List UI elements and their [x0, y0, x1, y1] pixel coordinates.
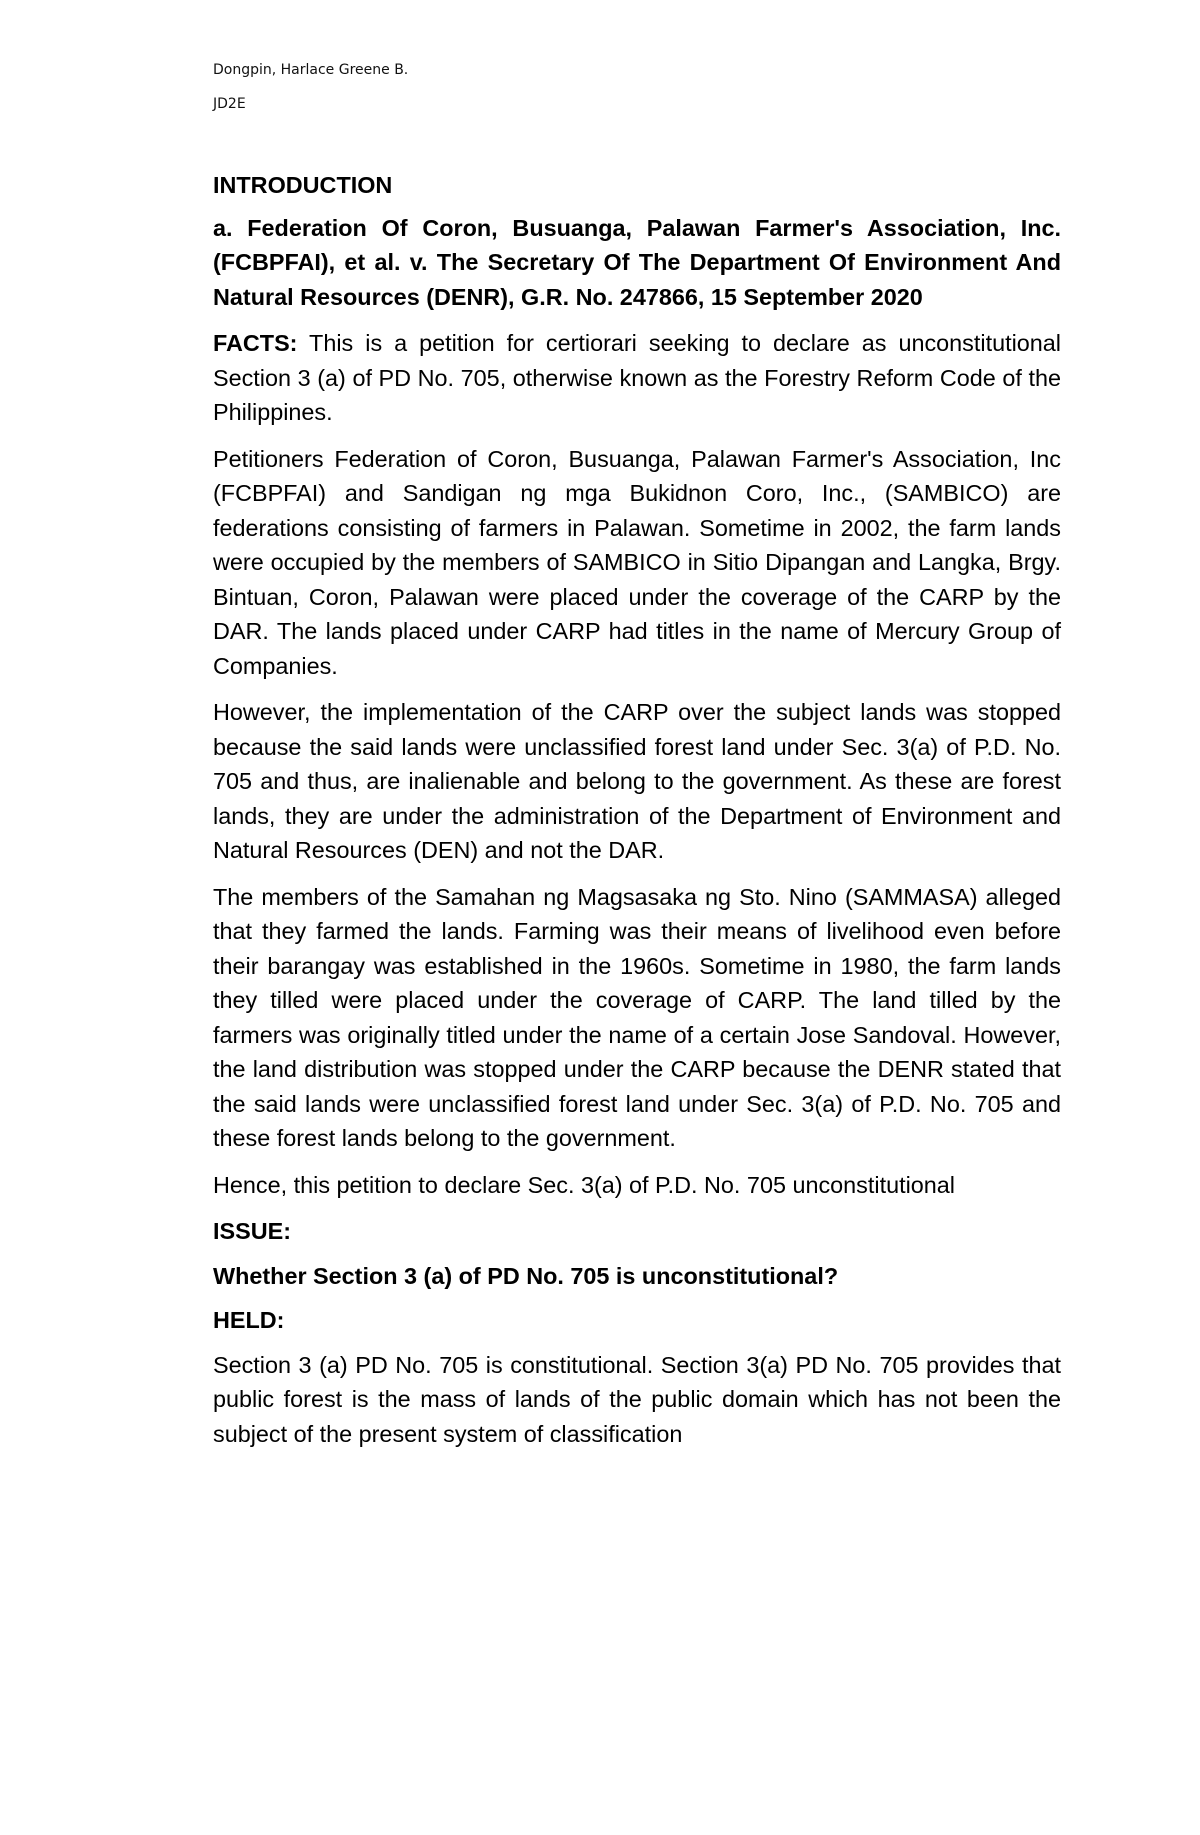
class-section: JD2E — [213, 96, 246, 112]
sammasa-paragraph: The members of the Samahan ng Magsasaka ng Sto. Nino (SAMMASA) alleged that they farmed the lands. Farming was their means of livelihood even before their barangay was established in the 1960s. Sometime in 1980, the farm lands they tilled were placed under the coverage of CARP. The land tilled by the farmers was originally titled under the name of a certain Jose Sandoval. However, the land distribution was stopped under the CARP because the DENR stated that the said lands were unclassified forest land under Sec. 3(a) of P.D. No. 705 and these forest lands belong to the government. — [213, 883, 1061, 1151]
issue-label: ISSUE: — [213, 1218, 291, 1244]
document-body — [213, 168, 1061, 1463]
held-paragraph: Section 3 (a) PD No. 705 is constitutional. Section 3(a) PD No. 705 provides that public forest is the mass of lands of the public domain which has not been the subject of the present system of classification — [213, 1351, 1061, 1447]
hence-paragraph: Hence, this petition to declare Sec. 3(a) of P.D. No. 705 unconstitutional — [213, 1171, 956, 1198]
implementation-paragraph: However, the implementation of the CARP over the subject lands was stopped because the said lands were unclassified forest land under Sec. 3(a) of P.D. No. 705 and thus, are inalienable and belong to the government. As these are forest lands, they are under the administration of the Department of Environment and Natural Resources (DEN) and not the DAR. — [213, 699, 1061, 863]
petitioners-paragraph: Petitioners Federation of Coron, Busuanga, Palawan Farmer's Association, Inc (FCBPFAI) and Sandigan ng mga Bukidnon Coro, Inc., (SAMBICO) are federations consisting of farmers in Palawan. Sometime in 2002, the farm lands were occupied by the members of SAMBICO in Sitio Dipangan and Langka, Brgy. Bintuan, Coron, Palawan were placed under the coverage of the CARP by the DAR. The lands placed under CARP had titles in the name of Mercury Group of Companies. — [213, 445, 1061, 679]
section-heading: INTRODUCTION — [213, 172, 393, 198]
held-label: HELD: — [213, 1307, 285, 1333]
facts-text: This is a petition for certiorari seeking to declare as unconstitutional Section 3 (a) of PD No. 705, otherwise known as the Forestry Reform Code of the Philippines. — [213, 330, 1061, 425]
facts-label: FACTS: — [213, 330, 298, 356]
case-title: a. Federation Of Coron, Busuanga, Palawan Farmer's Association, Inc. (FCBPFAI), et al. v. The Secretary Of The Department Of Environment And Natural Resources (DENR), G.R. No. 247866, 15 September 2020 — [213, 214, 1061, 310]
facts-paragraph — [213, 326, 1061, 430]
author-name: Dongpin, Harlace Greene B. — [213, 62, 409, 78]
issue-question: Whether Section 3 (a) of PD No. 705 is unconstitutional? — [213, 1262, 839, 1289]
